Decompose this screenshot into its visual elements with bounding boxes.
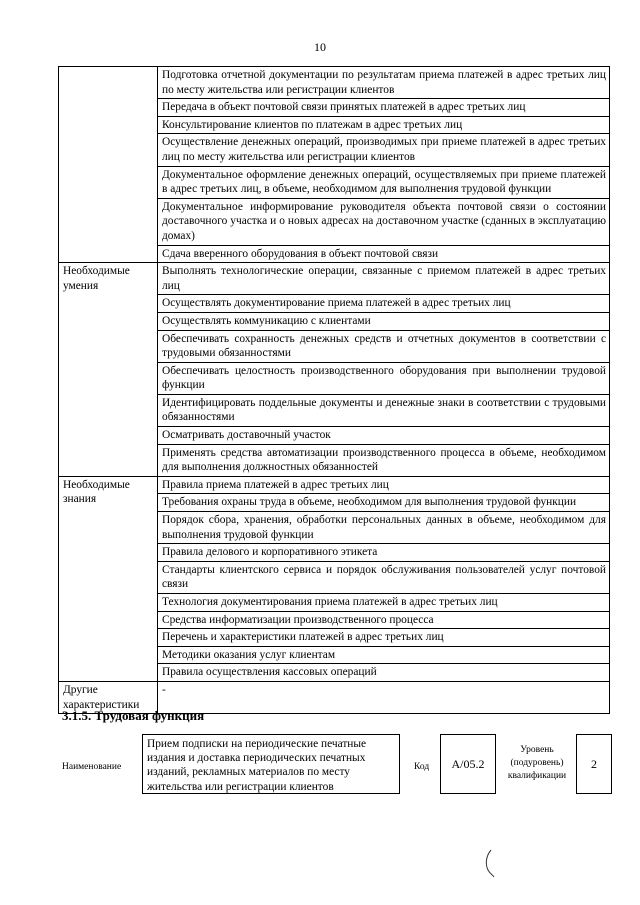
labor-function-header (62, 732, 612, 802)
table-row (59, 476, 610, 494)
labor-function-table (58, 66, 610, 714)
table-cell-item: Осуществлять коммуникацию с клиентами (158, 312, 610, 330)
row-group-label: Необходимые умения (59, 263, 158, 477)
table-cell-item: Осматривать доставочный участок (158, 427, 610, 445)
page-number: 10 (314, 40, 326, 54)
table-cell-item: Средства информатизации производственного процесса (158, 611, 610, 629)
table-cell-item: Документальное информирование руководителя объекта почтовой связи о состоянии доставочного участка и о новых адресах на доставочном участке (сданных в эксплуатацию домах) (158, 198, 610, 245)
level-value-box: 2 (576, 734, 612, 794)
table-cell-item: Требования охраны труда в объеме, необходимом для выполнения трудовой функции (158, 494, 610, 512)
table-cell-item: Правила осуществления кассовых операций (158, 664, 610, 682)
section-title: 3.1.5. Трудовая функция (62, 708, 205, 723)
table-row (59, 67, 610, 99)
row-group-label (59, 67, 158, 263)
table-cell-item: Консультирование клиентов по платежам в адрес третьих лиц (158, 116, 610, 134)
table-cell-item: Применять средства автоматизации производственного процесса в объеме, необходимом для выполнения должностных обязанностей (158, 444, 610, 476)
table-cell-item: Методики оказания услуг клиентам (158, 646, 610, 664)
table-cell-item: Передача в объект почтовой связи принятых платежей в адрес третьих лиц (158, 99, 610, 117)
table-cell-item: Правила приема платежей в адрес третьих лиц (158, 476, 610, 494)
signature-mark-icon (482, 848, 496, 878)
table-cell-item: Идентифицировать поддельные документы и денежные знаки в соответствии с трудовыми обязанностями (158, 394, 610, 426)
table-cell-item: Сдача вверенного оборудования в объект почтовой связи (158, 245, 610, 263)
table-cell-item: Осуществление денежных операций, производимых при приеме платежей в адрес третьих лиц по месту жительства или регистрации клиентов (158, 134, 610, 166)
table-cell-item: Обеспечивать сохранность денежных средств и отчетных документов в соответствии с трудовыми обязанностями (158, 330, 610, 362)
name-value-box: Прием подписки на периодические печатные издания и доставка периодических печатных изданий, рекламных материалов по месту жительства или регистрации клиентов (142, 734, 400, 794)
table-cell-item: Стандарты клиентского сервиса и порядок обслуживания пользователей услуг почтовой связи (158, 561, 610, 593)
name-label: Наименование (62, 762, 122, 772)
table-cell-item: Технология документирования приема платежей в адрес третьих лиц (158, 594, 610, 612)
code-value-box: А/05.2 (440, 734, 496, 794)
table-body (59, 67, 610, 714)
table-cell-item: Обеспечивать целостность производственного оборудования при выполнении трудовой функции (158, 362, 610, 394)
table-cell-item: Подготовка отчетной документации по результатам приема платежей в адрес третьих лиц по месту жительства или регистрации клиентов (158, 67, 610, 99)
row-group-label: Необходимые знания (59, 476, 158, 681)
code-label: Код (414, 762, 430, 772)
table-cell-item: Осуществлять документирование приема платежей в адрес третьих лиц (158, 295, 610, 313)
table-cell-item: Документальное оформление денежных операций, осуществляемых при приеме платежей в адрес третьих лиц, в объеме, необходимом для выполнения трудовой функции (158, 166, 610, 198)
table-row (59, 263, 610, 295)
table-cell-item: Порядок сбора, хранения, обработки персональных данных в объеме, необходимом для выполнения трудовой функции (158, 512, 610, 544)
table-cell-item: Перечень и характеристики платежей в адрес третьих лиц (158, 629, 610, 647)
table-cell-item: Правила делового и корпоративного этикета (158, 544, 610, 562)
table-cell-item: Выполнять технологические операции, связанные с приемом платежей в адрес третьих лиц (158, 263, 610, 295)
level-label: Уровень (подуровень) квалификации (507, 745, 567, 781)
row-group-label: Другие характеристики (59, 681, 158, 713)
table-cell-item: - (158, 681, 610, 713)
